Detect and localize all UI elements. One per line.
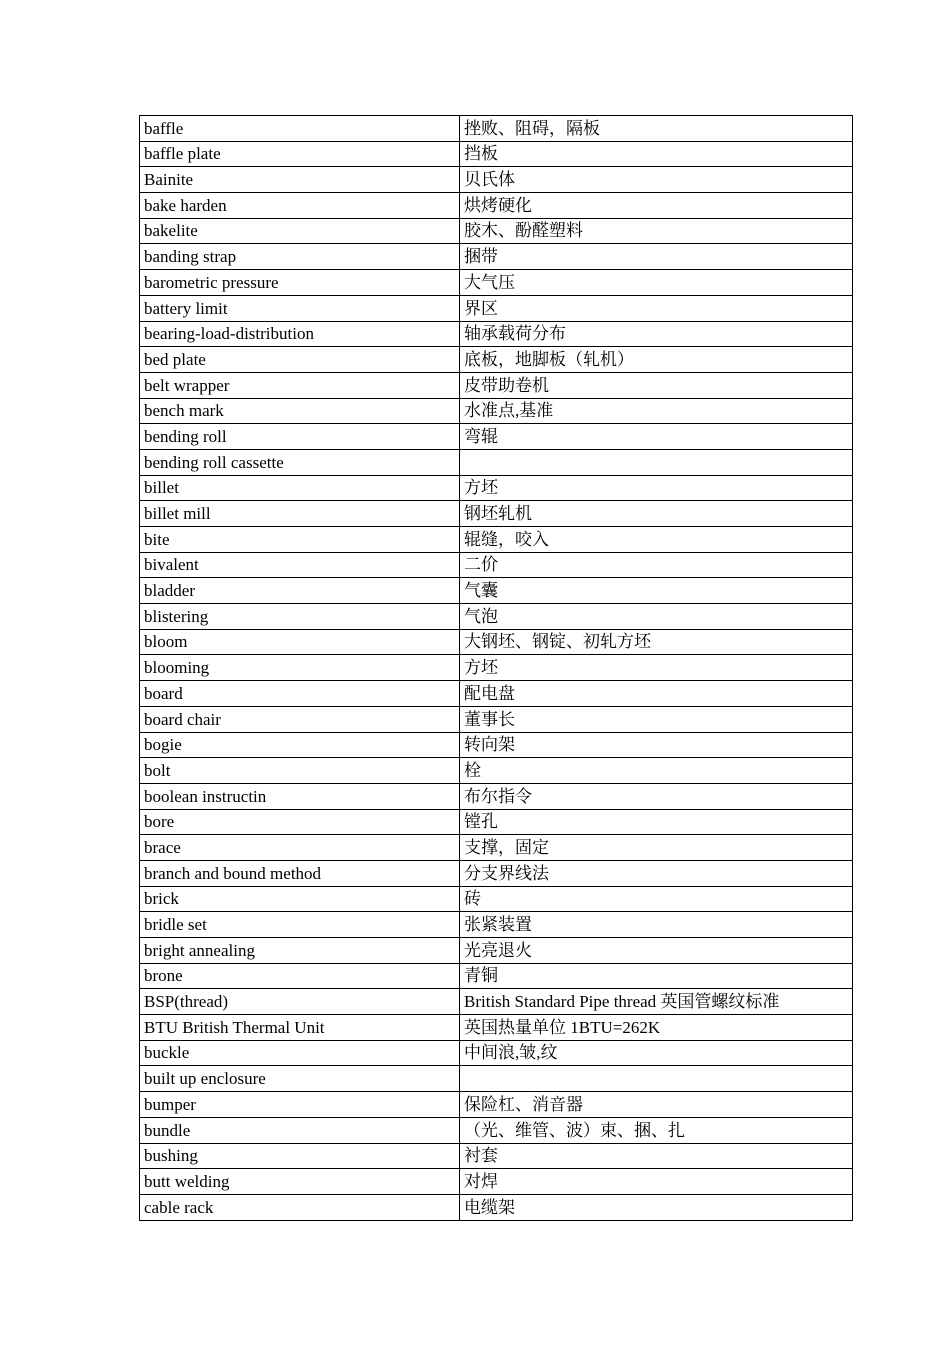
definition-cell: 烘烤硬化 <box>460 193 853 219</box>
table-row <box>140 321 853 347</box>
definition-cell: 栓 <box>460 758 853 784</box>
definition-cell: 皮带助卷机 <box>460 372 853 398</box>
term-cell: barometric pressure <box>140 270 460 296</box>
definition-cell: 镗孔 <box>460 809 853 835</box>
definition-cell: 电缆架 <box>460 1194 853 1220</box>
table-row <box>140 1092 853 1118</box>
table-row <box>140 758 853 784</box>
term-cell: bearing-load-distribution <box>140 321 460 347</box>
term-cell: belt wrapper <box>140 372 460 398</box>
term-cell: board chair <box>140 706 460 732</box>
table-row <box>140 578 853 604</box>
definition-cell: 钢坯轧机 <box>460 501 853 527</box>
definition-cell: 布尔指令 <box>460 783 853 809</box>
term-cell: bake harden <box>140 193 460 219</box>
definition-cell: 气泡 <box>460 604 853 630</box>
table-row <box>140 244 853 270</box>
definition-cell: 捆带 <box>460 244 853 270</box>
term-cell: boolean instructin <box>140 783 460 809</box>
term-cell: bending roll <box>140 424 460 450</box>
table-row <box>140 1066 853 1092</box>
table-row <box>140 655 853 681</box>
term-cell: brone <box>140 963 460 989</box>
definition-cell: 方坯 <box>460 655 853 681</box>
definition-cell: 胶木、酚醛塑料 <box>460 218 853 244</box>
table-row <box>140 424 853 450</box>
definition-cell: 贝氏体 <box>460 167 853 193</box>
definition-cell: 对焊 <box>460 1169 853 1195</box>
definition-cell: 水准点,基准 <box>460 398 853 424</box>
term-cell: bolt <box>140 758 460 784</box>
table-row <box>140 141 853 167</box>
definition-cell: 配电盘 <box>460 681 853 707</box>
definition-cell: 挫败、阻碍，隔板 <box>460 116 853 142</box>
term-cell: bore <box>140 809 460 835</box>
term-cell: blooming <box>140 655 460 681</box>
table-row <box>140 1194 853 1220</box>
term-cell: bite <box>140 527 460 553</box>
definition-cell: 辊缝，咬入 <box>460 527 853 553</box>
glossary-table <box>139 115 853 1221</box>
term-cell: cable rack <box>140 1194 460 1220</box>
table-row <box>140 732 853 758</box>
table-row <box>140 449 853 475</box>
table-row <box>140 193 853 219</box>
term-cell: built up enclosure <box>140 1066 460 1092</box>
definition-cell: 大钢坯、钢锭、初轧方坯 <box>460 629 853 655</box>
definition-cell: 保险杠、消音器 <box>460 1092 853 1118</box>
term-cell: bloom <box>140 629 460 655</box>
definition-cell: 衬套 <box>460 1143 853 1169</box>
term-cell: bending roll cassette <box>140 449 460 475</box>
definition-cell <box>460 1066 853 1092</box>
term-cell: bushing <box>140 1143 460 1169</box>
table-row <box>140 552 853 578</box>
term-cell: baffle <box>140 116 460 142</box>
term-cell: bed plate <box>140 347 460 373</box>
term-cell: bright annealing <box>140 938 460 964</box>
table-row <box>140 706 853 732</box>
table-row <box>140 604 853 630</box>
table-row <box>140 501 853 527</box>
table-row <box>140 886 853 912</box>
term-cell: bivalent <box>140 552 460 578</box>
definition-cell: 支撑，固定 <box>460 835 853 861</box>
table-row <box>140 270 853 296</box>
term-cell: butt welding <box>140 1169 460 1195</box>
definition-cell <box>460 449 853 475</box>
definition-cell: （光、维管、波）束、捆、扎 <box>460 1117 853 1143</box>
table-row <box>140 809 853 835</box>
table-row <box>140 860 853 886</box>
table-row <box>140 963 853 989</box>
term-cell: bogie <box>140 732 460 758</box>
table-row <box>140 629 853 655</box>
definition-cell: 底板，地脚板（轧机） <box>460 347 853 373</box>
definition-cell: 转向架 <box>460 732 853 758</box>
table-row <box>140 1169 853 1195</box>
term-cell: BSP(thread) <box>140 989 460 1015</box>
definition-cell: 界区 <box>460 295 853 321</box>
definition-cell: 二价 <box>460 552 853 578</box>
definition-cell: 气囊 <box>460 578 853 604</box>
table-row <box>140 1117 853 1143</box>
definition-cell: 中间浪,皱,纹 <box>460 1040 853 1066</box>
table-row <box>140 527 853 553</box>
definition-cell: 砖 <box>460 886 853 912</box>
definition-cell: 弯辊 <box>460 424 853 450</box>
table-row <box>140 835 853 861</box>
table-row <box>140 989 853 1015</box>
table-row <box>140 475 853 501</box>
definition-cell: 方坯 <box>460 475 853 501</box>
term-cell: battery limit <box>140 295 460 321</box>
definition-cell: 大气压 <box>460 270 853 296</box>
table-row <box>140 681 853 707</box>
table-row <box>140 167 853 193</box>
definition-cell: 青铜 <box>460 963 853 989</box>
term-cell: banding strap <box>140 244 460 270</box>
definition-cell: 张紧装置 <box>460 912 853 938</box>
table-row <box>140 783 853 809</box>
term-cell: bladder <box>140 578 460 604</box>
definition-cell: 分支界线法 <box>460 860 853 886</box>
definition-cell: 董事长 <box>460 706 853 732</box>
table-row <box>140 116 853 142</box>
glossary-body <box>140 116 853 1221</box>
term-cell: billet <box>140 475 460 501</box>
table-row <box>140 912 853 938</box>
term-cell: bridle set <box>140 912 460 938</box>
table-row <box>140 347 853 373</box>
table-row <box>140 938 853 964</box>
table-row <box>140 1040 853 1066</box>
term-cell: branch and bound method <box>140 860 460 886</box>
table-row <box>140 398 853 424</box>
term-cell: billet mill <box>140 501 460 527</box>
term-cell: blistering <box>140 604 460 630</box>
term-cell: BTU British Thermal Unit <box>140 1015 460 1041</box>
term-cell: bakelite <box>140 218 460 244</box>
term-cell: Bainite <box>140 167 460 193</box>
table-row <box>140 1143 853 1169</box>
term-cell: bumper <box>140 1092 460 1118</box>
table-row <box>140 372 853 398</box>
table-row <box>140 218 853 244</box>
definition-cell: 光亮退火 <box>460 938 853 964</box>
term-cell: board <box>140 681 460 707</box>
definition-cell: British Standard Pipe thread 英国管螺纹标准 <box>460 989 853 1015</box>
term-cell: brace <box>140 835 460 861</box>
table-row <box>140 1015 853 1041</box>
table-row <box>140 295 853 321</box>
term-cell: bundle <box>140 1117 460 1143</box>
definition-cell: 轴承载荷分布 <box>460 321 853 347</box>
definition-cell: 挡板 <box>460 141 853 167</box>
term-cell: baffle plate <box>140 141 460 167</box>
term-cell: buckle <box>140 1040 460 1066</box>
definition-cell: 英国热量单位 1BTU=262K <box>460 1015 853 1041</box>
term-cell: bench mark <box>140 398 460 424</box>
term-cell: brick <box>140 886 460 912</box>
